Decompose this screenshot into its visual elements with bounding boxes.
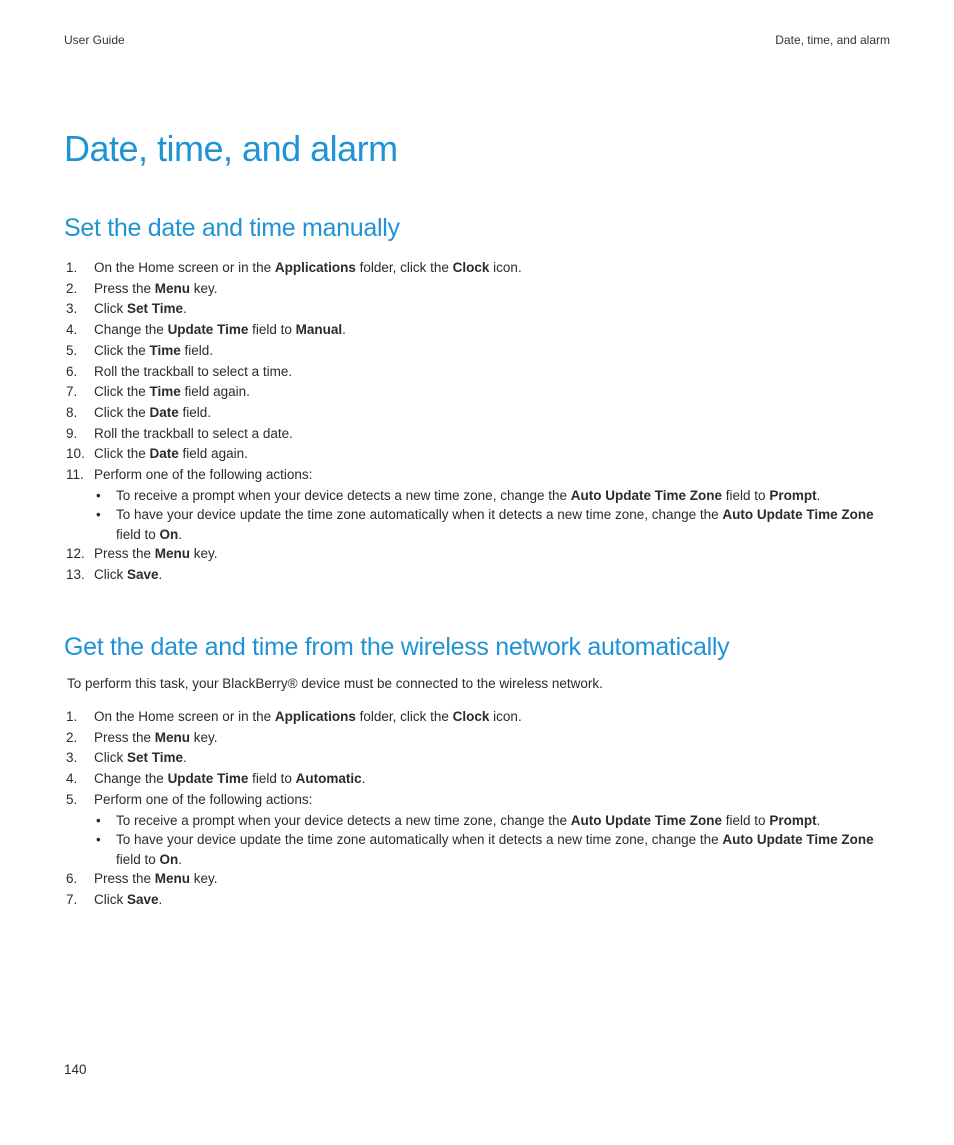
- step-number: 3.: [66, 301, 78, 317]
- step-item: [64, 341, 890, 362]
- step-text: [94, 281, 218, 296]
- ui-term: Menu: [154, 871, 191, 887]
- sub-option-item: [94, 505, 890, 544]
- sub-option-list: [94, 811, 890, 870]
- step-text-fragment: Click: [94, 750, 127, 766]
- step-text-fragment: .: [342, 322, 346, 338]
- ui-term: Clock: [452, 709, 490, 724]
- step-text-fragment: .: [183, 750, 187, 766]
- ui-term: Update Time: [167, 771, 249, 787]
- option-text-fragment: .: [816, 487, 821, 503]
- step-text-fragment: folder, click the: [355, 709, 453, 724]
- running-header-right: Date, time, and alarm: [775, 33, 890, 47]
- step-text: [94, 750, 187, 765]
- ui-term: Applications: [274, 709, 356, 724]
- step-item: [64, 258, 890, 279]
- ui-term: Prompt: [769, 812, 817, 828]
- option-text-fragment: To receive a prompt when your device detects a new time zone, change the: [116, 487, 571, 503]
- section-heading-manual: Set the date and time manually: [64, 214, 400, 242]
- step-text: [94, 792, 312, 807]
- step-text-fragment: Click: [94, 301, 127, 317]
- step-text-fragment: Roll the trackball to select a time.: [94, 363, 293, 379]
- step-item: [64, 769, 890, 790]
- step-text-fragment: field.: [180, 342, 214, 358]
- step-text-fragment: icon.: [489, 260, 522, 275]
- step-text-fragment: key.: [190, 546, 218, 562]
- step-item: [64, 444, 890, 465]
- ui-term: Prompt: [769, 487, 817, 503]
- page-title: Date, time, and alarm: [64, 128, 398, 169]
- option-text-fragment: field to: [116, 851, 160, 867]
- ui-term: On: [159, 851, 179, 867]
- ui-term: Auto Update Time Zone: [722, 832, 874, 848]
- option-text-fragment: field to: [722, 812, 770, 828]
- step-item: [64, 869, 890, 890]
- step-number: 1.: [66, 260, 78, 275]
- option-text-fragment: To receive a prompt when your device detects a new time zone, change the: [116, 812, 571, 828]
- step-number: 7.: [66, 891, 78, 907]
- ui-term: Save: [127, 566, 159, 582]
- sub-option-list: [94, 486, 890, 545]
- ui-term: Date: [149, 446, 179, 462]
- step-text: [94, 301, 187, 316]
- ui-term: Auto Update Time Zone: [570, 812, 723, 828]
- ui-term: Menu: [154, 546, 191, 562]
- step-text-fragment: icon.: [489, 709, 522, 724]
- step-text-fragment: Press the: [94, 871, 155, 887]
- bullet-icon: •: [96, 832, 101, 848]
- step-item: [64, 748, 890, 769]
- step-text-fragment: key.: [190, 280, 218, 296]
- ui-term: Auto Update Time Zone: [570, 487, 723, 503]
- step-text-fragment: Click the: [94, 446, 150, 462]
- ui-term: Time: [149, 384, 181, 400]
- step-number: 13.: [66, 566, 85, 582]
- ui-term: On: [159, 526, 179, 542]
- step-number: 9.: [66, 425, 78, 441]
- ui-term: Auto Update Time Zone: [722, 507, 874, 523]
- section-intro: To perform this task, your BlackBerry® device must be connected to the wireless network.: [67, 676, 603, 691]
- step-item: [64, 728, 890, 749]
- step-item: [64, 544, 890, 565]
- ui-term: Automatic: [295, 771, 362, 787]
- step-text: [94, 343, 213, 358]
- step-number: 5.: [66, 791, 78, 807]
- step-item: [64, 403, 890, 424]
- step-text-fragment: Click: [94, 891, 127, 907]
- option-text-fragment: .: [178, 851, 183, 867]
- step-number: 6.: [66, 871, 78, 887]
- step-text-fragment: .: [158, 891, 163, 907]
- step-text-fragment: field to: [248, 322, 296, 338]
- step-text: [94, 730, 218, 745]
- step-item: [64, 424, 890, 445]
- step-text: [94, 467, 312, 482]
- step-text: [94, 260, 522, 275]
- step-text-fragment: Perform one of the following actions:: [94, 791, 313, 807]
- bullet-icon: •: [96, 507, 101, 523]
- step-text-fragment: Press the: [94, 280, 155, 296]
- step-text-fragment: Click the: [94, 404, 150, 420]
- step-text-fragment: On the Home screen or in the: [94, 709, 275, 724]
- step-text-fragment: On the Home screen or in the: [94, 260, 275, 275]
- step-text-fragment: Change the: [94, 322, 168, 338]
- step-text-fragment: Change the: [94, 771, 168, 787]
- ui-term: Set Time: [127, 750, 184, 766]
- step-text: [94, 546, 218, 561]
- manual-steps-list: [64, 258, 890, 586]
- step-number: 5.: [66, 342, 78, 358]
- step-text: [94, 426, 293, 441]
- step-item: [64, 362, 890, 383]
- sub-option-item: [94, 811, 890, 831]
- step-text-fragment: field again.: [180, 384, 250, 400]
- step-number: 4.: [66, 771, 78, 787]
- step-text: [94, 364, 292, 379]
- ui-term: Applications: [274, 260, 356, 275]
- step-number: 1.: [66, 709, 78, 724]
- step-item: [64, 279, 890, 300]
- step-item: [64, 465, 890, 544]
- option-text-fragment: field to: [116, 526, 160, 542]
- ui-term: Time: [149, 342, 181, 358]
- sub-option-item: [94, 830, 890, 869]
- step-number: 11.: [66, 467, 84, 483]
- step-text: [94, 384, 250, 399]
- option-text-fragment: .: [816, 812, 821, 828]
- step-number: 3.: [66, 750, 78, 766]
- step-number: 12.: [66, 546, 85, 562]
- step-item: [64, 790, 890, 869]
- step-text-fragment: key.: [190, 729, 218, 745]
- step-text-fragment: Click: [94, 566, 127, 582]
- step-item: [64, 299, 890, 320]
- option-text-fragment: field to: [722, 487, 770, 503]
- step-text-fragment: Press the: [94, 546, 155, 562]
- step-text-fragment: .: [361, 771, 366, 787]
- step-number: 2.: [66, 280, 78, 296]
- ui-term: Manual: [295, 322, 343, 338]
- step-text-fragment: Perform one of the following actions:: [94, 467, 313, 483]
- step-text-fragment: folder, click the: [355, 260, 453, 275]
- page-number: 140: [64, 1062, 87, 1077]
- step-text-fragment: key.: [190, 871, 218, 887]
- step-text: [94, 405, 211, 420]
- ui-term: Save: [127, 891, 159, 907]
- step-item: [64, 320, 890, 341]
- step-text: [94, 446, 248, 461]
- automatic-steps-list: [64, 707, 890, 910]
- step-item: [64, 707, 890, 728]
- step-number: 4.: [66, 322, 78, 338]
- step-text-fragment: field again.: [178, 446, 248, 462]
- step-text-fragment: .: [158, 566, 163, 582]
- step-number: 7.: [66, 384, 78, 400]
- option-text-fragment: To have your device update the time zone automatically when it detects a new time zone, change the: [116, 832, 723, 848]
- step-number: 2.: [66, 729, 78, 745]
- step-text-fragment: Press the: [94, 729, 155, 745]
- step-text-fragment: field.: [178, 404, 212, 420]
- step-text: [94, 892, 162, 907]
- running-header-left: User Guide: [64, 33, 125, 47]
- step-number: 8.: [66, 404, 78, 420]
- step-text: [94, 567, 162, 582]
- sub-option-item: [94, 486, 890, 506]
- step-text: [94, 771, 365, 786]
- step-text: [94, 709, 522, 724]
- step-number: 10.: [66, 446, 85, 462]
- step-item: [64, 565, 890, 586]
- ui-term: Update Time: [167, 322, 249, 338]
- ui-term: Menu: [154, 280, 191, 296]
- step-number: 6.: [66, 363, 78, 379]
- step-text: [94, 871, 218, 886]
- option-text-fragment: .: [178, 526, 183, 542]
- step-item: [64, 890, 890, 911]
- ui-term: Date: [149, 404, 179, 420]
- step-text-fragment: .: [183, 301, 187, 317]
- bullet-icon: •: [96, 812, 101, 828]
- ui-term: Clock: [452, 260, 490, 275]
- section-heading-automatic: Get the date and time from the wireless network automatically: [64, 633, 730, 661]
- step-text-fragment: Click the: [94, 342, 150, 358]
- step-text-fragment: field to: [248, 771, 296, 787]
- option-text-fragment: To have your device update the time zone automatically when it detects a new time zone, change the: [116, 507, 723, 523]
- bullet-icon: •: [96, 487, 101, 503]
- step-item: [64, 382, 890, 403]
- step-text: [94, 322, 346, 337]
- step-text-fragment: Click the: [94, 384, 150, 400]
- step-text-fragment: Roll the trackball to select a date.: [94, 425, 293, 441]
- ui-term: Menu: [154, 729, 191, 745]
- ui-term: Set Time: [127, 301, 184, 317]
